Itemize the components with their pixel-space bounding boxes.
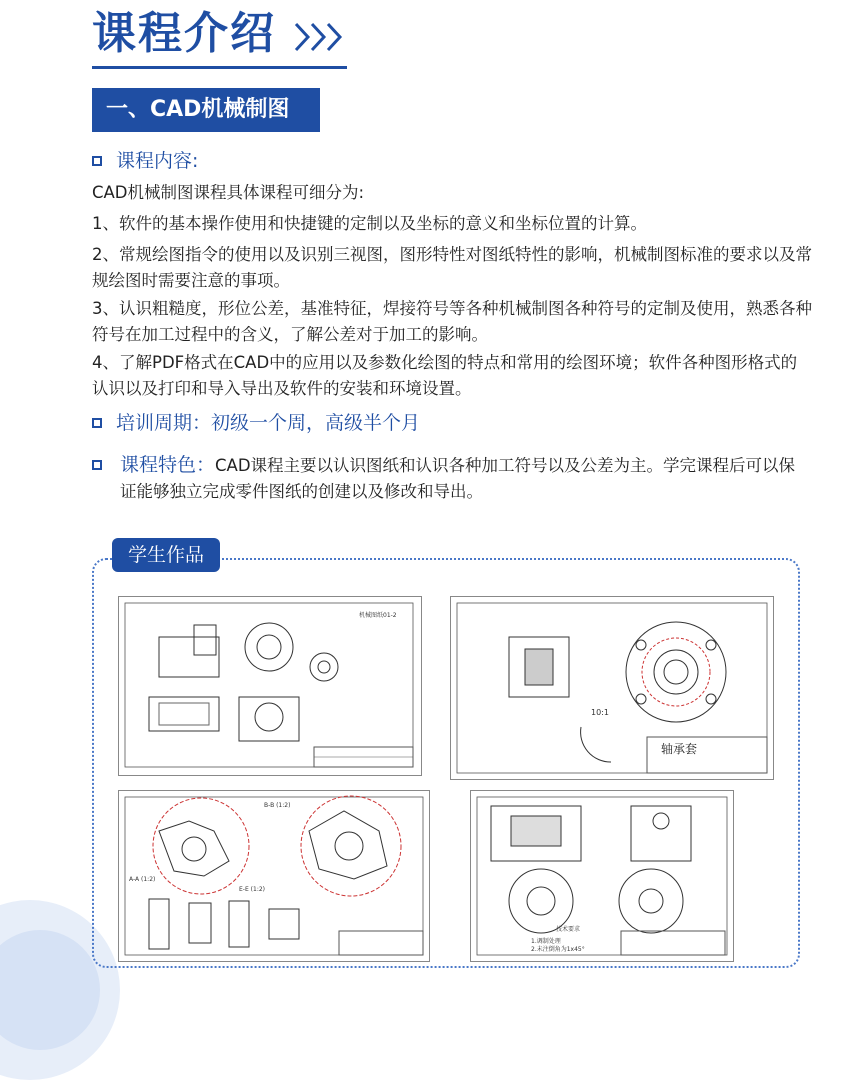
drawing-3 [118, 790, 430, 962]
content-item-3: 3、认识粗糙度，形位公差，基准特征，焊接符号等各种机械制图各种符号的定制及使用，熟悉各种符号在加工过程中的含义，了解公差对于加工的影响。 [92, 299, 812, 344]
page-title: 课程介绍 [92, 8, 276, 59]
square-bullet-icon [92, 418, 102, 428]
feature-text: CAD课程主要以认识图纸和认识各种加工符号以及公差为主。学完课程后可以保证能够独立完成零件图纸的创建以及修改和导出。 [120, 456, 796, 501]
content-heading: 课程内容: [116, 150, 199, 172]
square-bullet-icon [92, 156, 102, 166]
drawing-4 [470, 790, 734, 962]
gallery-label: 学生作品 [112, 538, 220, 572]
content-intro: CAD机械制图课程具体课程可细分为: [92, 183, 365, 202]
cycle-row [92, 410, 420, 436]
content-item-1: 1、软件的基本操作使用和快捷键的定制以及坐标的意义和坐标位置的计算。 [92, 214, 647, 233]
square-bullet-icon [92, 460, 102, 470]
drawing-3-view-1: B-B (1:2) [264, 802, 291, 809]
drawing-2-scale: 10:1 [591, 708, 609, 717]
content-heading-row [92, 148, 198, 174]
section-title: 一、CAD机械制图 [92, 88, 320, 132]
cycle-text: 培训周期：初级一个周，高级半个月 [116, 412, 421, 434]
feature-paragraph [120, 452, 810, 505]
drawing-4-note-2: 2.未注倒角为1x45° [531, 946, 585, 953]
drawing-3-view-3: E-E (1:2) [239, 886, 265, 893]
drawing-1 [118, 596, 422, 776]
page-header [92, 8, 276, 60]
feature-label: 课程特色： [120, 454, 216, 476]
content-item-2: 2、常规绘图指令的使用以及识别三视图，图形特性对图纸特性的影响，机械制图标准的要求以及常规绘图时需要注意的事项。 [92, 245, 812, 290]
drawing-4-note-1: 1.调制处理 [531, 938, 561, 945]
chevron-right-icon [292, 20, 348, 54]
drawing-3-view-2: A-A (1:2) [129, 876, 156, 883]
drawing-2-title: 轴承套 [661, 742, 698, 756]
drawing-2 [450, 596, 774, 780]
drawing-4-title: 技术要求 [556, 926, 581, 933]
title-underline [92, 66, 347, 69]
content-item-4: 4、了解PDF格式在CAD中的应用以及参数化绘图的特点和常用的绘图环境；软件各种图形格式的认识以及打印和导入导出及软件的安装和环境设置。 [92, 353, 798, 398]
drawing-1-title: 机械图纸01-2 [359, 612, 397, 619]
